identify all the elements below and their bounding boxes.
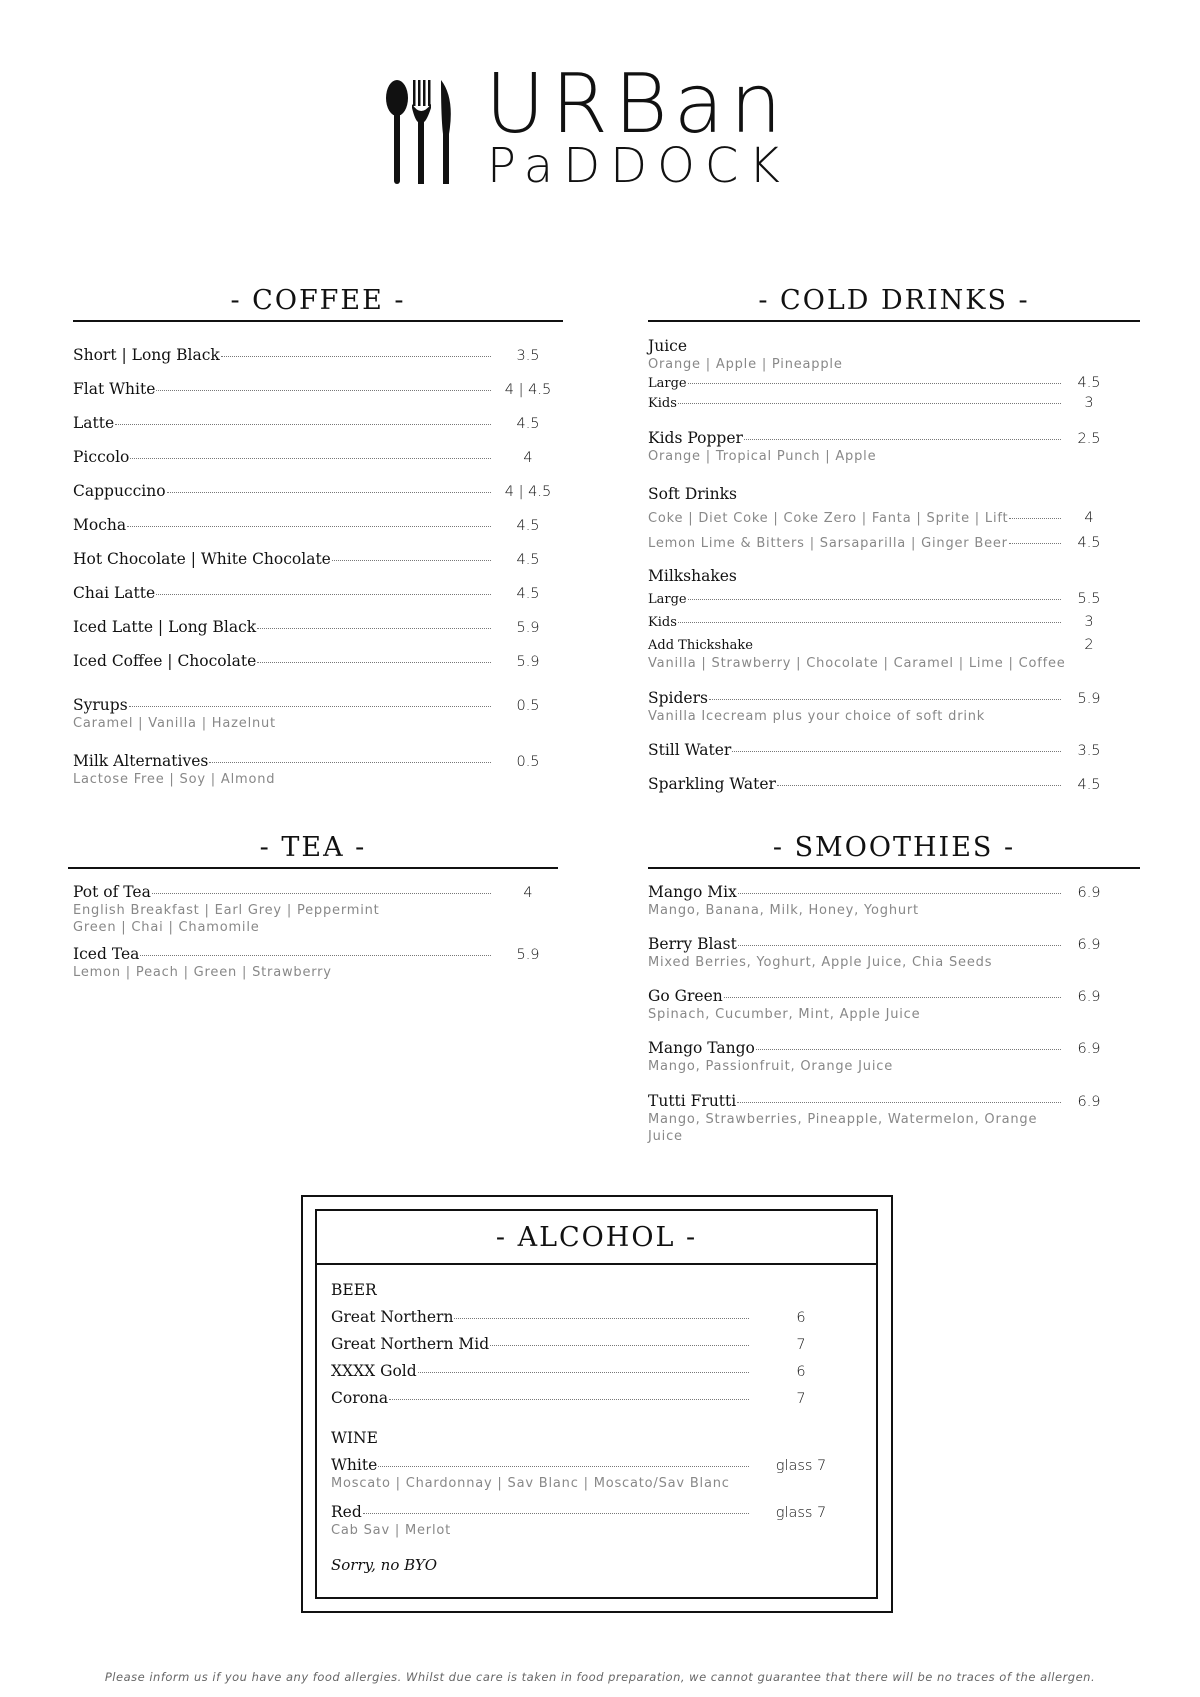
alcohol-title: - ALCOHOL - (495, 1222, 698, 1253)
cutlery-icon (385, 78, 465, 188)
menu-item-soft-drinks: Soft Drinks Coke | Diet Coke | Coke Zero | Fanta | Sprite | Lift 4 Lemon Lime & Bitters | Sarsaparilla | Ginger Beer 4.5 (648, 485, 1101, 551)
menu-item-milkshakes: Milkshakes Large 5.5 Kids 3 Add Thickshake 2 Vanilla | Strawberry | Chocolate | Caramel | Lime | Coffee (648, 566, 1115, 672)
menu-item: Piccolo 4 (73, 448, 533, 466)
cold-drinks-section (648, 283, 1140, 322)
menu-item: Flat White 4 | 4.5 (73, 380, 552, 398)
tea-rule (68, 867, 558, 869)
menu-item-sparkling-water: Sparkling Water 4.5 (648, 775, 1101, 793)
brand-logo (385, 57, 805, 194)
tea-section (68, 830, 558, 869)
coffee-section (73, 283, 563, 322)
tea-title: - TEA - (259, 832, 367, 863)
menu-item: Chai Latte 4.5 (73, 584, 540, 602)
alcohol-rule (317, 1263, 876, 1265)
coffee-title: - COFFEE - (230, 285, 406, 316)
item-description: Vanilla Icecream plus your choice of soft drink (648, 709, 986, 724)
menu-item: Syrups 0.5 Caramel | Vanilla | Hazelnut (73, 695, 563, 732)
item-description: Orange | Tropical Punch | Apple (648, 449, 877, 464)
item-description: Green | Chai | Chamomile (73, 920, 260, 935)
menu-item: Milk Alternatives 0.5 Lactose Free | Soy | Almond (73, 751, 563, 788)
item-description: Mango, Passionfruit, Orange Juice (648, 1059, 893, 1074)
cold-drinks-rule (648, 320, 1140, 322)
menu-item: White glass 7 Moscato | Chardonnay | Sav Blanc | Moscato/Sav Blanc (331, 1455, 851, 1492)
menu-item-still-water: Still Water 3.5 (648, 741, 1101, 759)
brand-name-line2: PaDDOCK (487, 138, 790, 194)
item-description: English Breakfast | Earl Grey | Peppermint (73, 903, 380, 918)
menu-item: Great Northern Mid 7 (331, 1335, 806, 1353)
alcohol-section (317, 1220, 876, 1265)
menu-item: Pot of Tea 4 English Breakfast | Earl Grey | Peppermint Green | Chai | Chamomile (73, 882, 563, 936)
item-description: Mixed Berries, Yoghurt, Apple Juice, Chia Seeds (648, 955, 993, 970)
menu-item: Corona 7 (331, 1389, 806, 1407)
item-description: Orange | Apple | Pineapple (648, 357, 843, 372)
alcohol-list (331, 1280, 851, 1580)
menu-item: Cappuccino 4 | 4.5 (73, 482, 552, 500)
menu-item: Berry Blast 6.9 Mixed Berries, Yoghurt, Apple Juice, Chia Seeds (648, 934, 1115, 971)
item-description: Moscato | Chardonnay | Sav Blanc | Moscato/Sav Blanc (331, 1476, 730, 1491)
menu-item-spiders: Spiders 5.9 Vanilla Icecream plus your choice of soft drink (648, 688, 1115, 725)
byo-note: Sorry, no BYO (331, 1556, 438, 1574)
item-description: Lactose Free | Soy | Almond (73, 772, 276, 787)
menu-item: Great Northern 6 (331, 1308, 806, 1326)
item-description: Spinach, Cucumber, Mint, Apple Juice (648, 1007, 921, 1022)
menu-item: Hot Chocolate | White Chocolate 4.5 (73, 550, 540, 568)
menu-item: Iced Coffee | Chocolate 5.9 (73, 652, 540, 670)
tea-list (73, 882, 563, 992)
item-description: Lemon | Peach | Green | Strawberry (73, 965, 332, 980)
menu-item: Mango Tango 6.9 Mango, Passionfruit, Orange Juice (648, 1038, 1115, 1075)
wine-label: WINE (331, 1429, 378, 1447)
menu-item: Red glass 7 Cab Sav | Merlot (331, 1502, 851, 1539)
item-description: Mango, Banana, Milk, Honey, Yoghurt (648, 903, 919, 918)
smoothies-section (648, 830, 1140, 869)
item-description: Juice (648, 1129, 683, 1144)
item-description: Cab Sav | Merlot (331, 1523, 452, 1538)
allergy-disclaimer: Please inform us if you have any food allergies. Whilst due care is taken in food preparation, we cannot guarantee that there will be no traces of the allergen. (104, 1670, 1096, 1684)
menu-item-kids-popper: Kids Popper 2.5 Orange | Tropical Punch | Apple (648, 428, 1115, 465)
menu-item: Iced Tea 5.9 Lemon | Peach | Green | Strawberry (73, 944, 563, 981)
menu-item: Short | Long Black 3.5 (73, 346, 540, 364)
item-description: Vanilla | Strawberry | Chocolate | Caramel | Lime | Coffee (648, 656, 1066, 671)
menu-item: Iced Latte | Long Black 5.9 (73, 618, 540, 636)
menu-item: Tutti Frutti 6.9 Mango, Strawberries, Pineapple, Watermelon, Orange Juice (648, 1091, 1115, 1145)
menu-item: Latte 4.5 (73, 414, 540, 432)
beer-label: BEER (331, 1281, 377, 1299)
menu-item-juice: Juice Orange | Apple | Pineapple Large 4.5 Kids 3 (648, 336, 1115, 413)
cold-drinks-title: - COLD DRINKS - (758, 285, 1030, 316)
menu-item: Go Green 6.9 Spinach, Cucumber, Mint, Apple Juice (648, 986, 1115, 1023)
menu-item: Mocha 4.5 (73, 516, 540, 534)
coffee-list (73, 345, 563, 795)
menu-item: XXXX Gold 6 (331, 1362, 806, 1380)
smoothies-rule (648, 867, 1140, 869)
cold-drinks-list (648, 336, 1115, 796)
smoothies-list (648, 882, 1115, 1152)
coffee-rule (73, 320, 563, 322)
menu-item: Mango Mix 6.9 Mango, Banana, Milk, Honey, Yoghurt (648, 882, 1115, 919)
item-description: Mango, Strawberries, Pineapple, Watermelon, Orange (648, 1112, 1038, 1127)
item-description: Caramel | Vanilla | Hazelnut (73, 716, 276, 731)
smoothies-title: - SMOOTHIES - (772, 832, 1016, 863)
brand-name-line1: URBan (485, 57, 788, 152)
